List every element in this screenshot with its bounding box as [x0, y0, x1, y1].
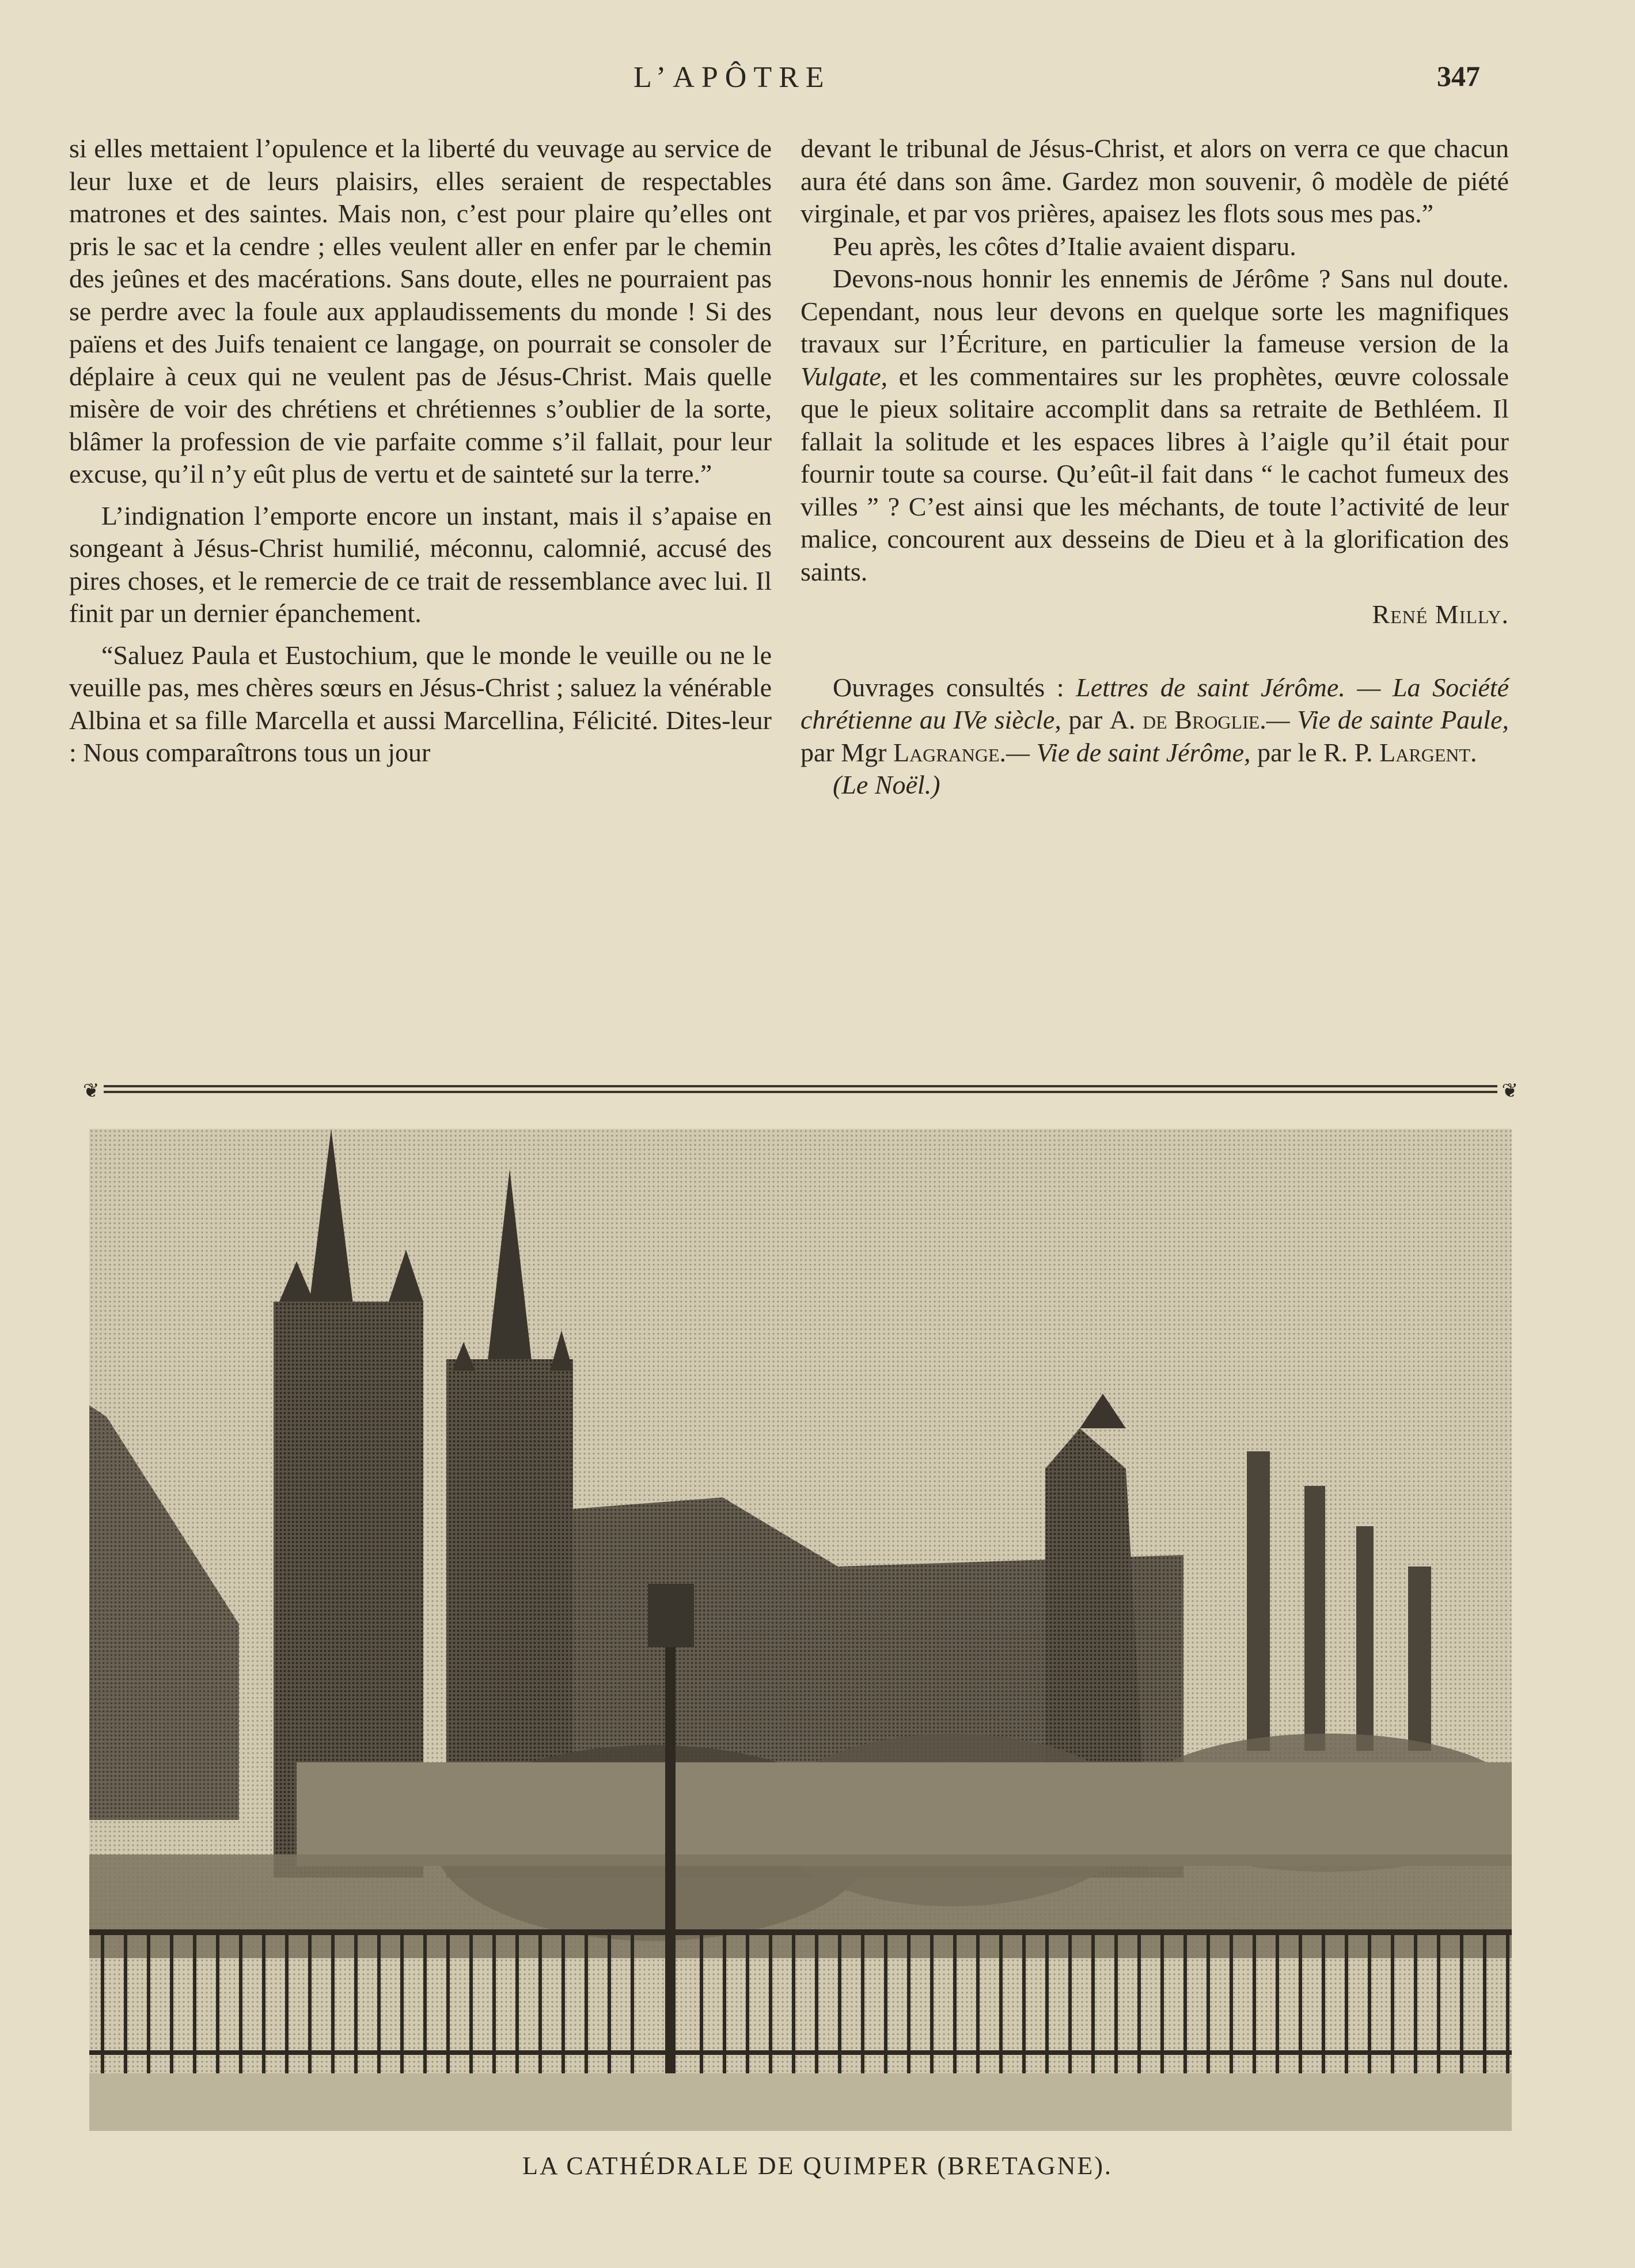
divider-line: [104, 1085, 1497, 1087]
source-author: A. de Broglie.: [1109, 705, 1266, 734]
paragraph: [801, 263, 1509, 588]
paragraph: Peu après, les côtes d’Italie avaient disparu.: [833, 231, 1296, 261]
figure-caption: LA CATHÉDRALE DE QUIMPER (BRETAGNE).: [522, 2152, 1113, 2180]
right-column: [801, 132, 1509, 802]
page-header: [0, 55, 1635, 101]
source-text: par: [1061, 705, 1110, 734]
left-column: [69, 132, 772, 769]
source-text: par le R. P.: [1250, 737, 1380, 767]
paragraph: si elles mettaient l’opulence et la liberté du veuvage au service de leur luxe et de leurs plaisirs, elles seraient de respectables matrones et des saintes. Mais non, c’est pour plaire qu’elles ont pris le sac et la cendre ; elles veulent aller en enfer par le chemin des jeûnes et des macérations. Sans doute, elles ne pourraient pas se perdre avec la foule aux applaudissements du monde ! Si des païens et des Juifs tenaient ce langage, on pourrait se consoler de déplaire à ceux qui ne veulent pas de Jésus-Christ. Mais quelle misère de voir des chrétiens et chrétiennes s’oublier de la sorte, blâmer la profession de vie parfaite comme s’il fallait, pour leur excuse, qu’il n’y eût plus de vertu et de sainteté sur la terre.”: [69, 134, 772, 488]
ornament-right-icon: ❦: [1501, 1080, 1518, 1102]
divider-line: [104, 1091, 1497, 1093]
paragraph-text: et les commentaires sur les prophètes, œuvre colossale que le pieux solitaire accomplit dans sa retraite de Bethléem. Il fallait la solitude et les espaces libres à l’aigle qu’il était pour fournir toute sa course. Qu’eût-il fait dans “ le cachot fumeux des villes ” ? C’est ainsi que les méchants, de toute l’activité de leur malice, concourent aux desseins de Dieu et à la glorification des saints.: [801, 361, 1509, 586]
running-title: L’APÔTRE: [633, 61, 831, 94]
paragraph: devant le tribunal de Jésus-Christ, et alors on verra ce que chacun aura été dans son âme. Gardez mon souvenir, ô modèle de piété virginale, et par vos prières, apaisez les flots sous mes pas.”: [801, 134, 1509, 228]
source-title: — Vie de sainte Paule,: [1266, 705, 1509, 734]
paragraph: “Saluez Paula et Eustochium, que le monde le veuille ou ne le veuille pas, mes chères sœurs en Jésus-Christ ; saluez la vénérable Albina et sa fille Marcella et aussi Marcellina, Félicité. Dites-leur : Nous comparaîtrons tous un jour: [69, 640, 772, 767]
sources-list: [801, 672, 1509, 769]
ornament-left-icon: ❦: [83, 1080, 100, 1102]
source-author: Lagrange.: [893, 737, 1007, 767]
cathedral-illustration: [89, 1129, 1512, 2131]
cathedral-photograph: [89, 1129, 1512, 2131]
sources-label: Ouvrages consultés :: [833, 672, 1076, 702]
ornamental-divider: [83, 1080, 1518, 1102]
vulgate-title: Vulgate,: [801, 361, 888, 391]
source-text: par Mgr: [801, 737, 893, 767]
source-author: Largent.: [1379, 737, 1477, 767]
source-origin: [801, 769, 1509, 802]
source-title: — Vie de saint Jérôme,: [1006, 737, 1251, 767]
paragraph: L’indignation l’emporte encore un instant, mais il s’apaise en songeant à Jésus-Christ humilié, méconnu, calomnié, accusé des pires choses, et le remercie de ce trait de ressemblance avec lui. Il finit par un dernier épanchement.: [69, 500, 772, 628]
source-title: Lettres de saint Jérôme.: [1076, 672, 1345, 702]
source-origin-text: (Le Noël.): [833, 770, 940, 799]
page-number: 347: [1437, 60, 1480, 92]
paragraph-text: Devons-nous honnir les ennemis de Jérôme ? Sans nul doute. Cependant, nous leur devons en quelque sorte les magnifiques travaux sur l’Écriture, en particulier la fameuse version de la: [801, 264, 1509, 358]
source-title: — La Société chrétienne au IVe siècle,: [801, 672, 1509, 734]
author-signature: René Milly.: [1372, 600, 1509, 629]
